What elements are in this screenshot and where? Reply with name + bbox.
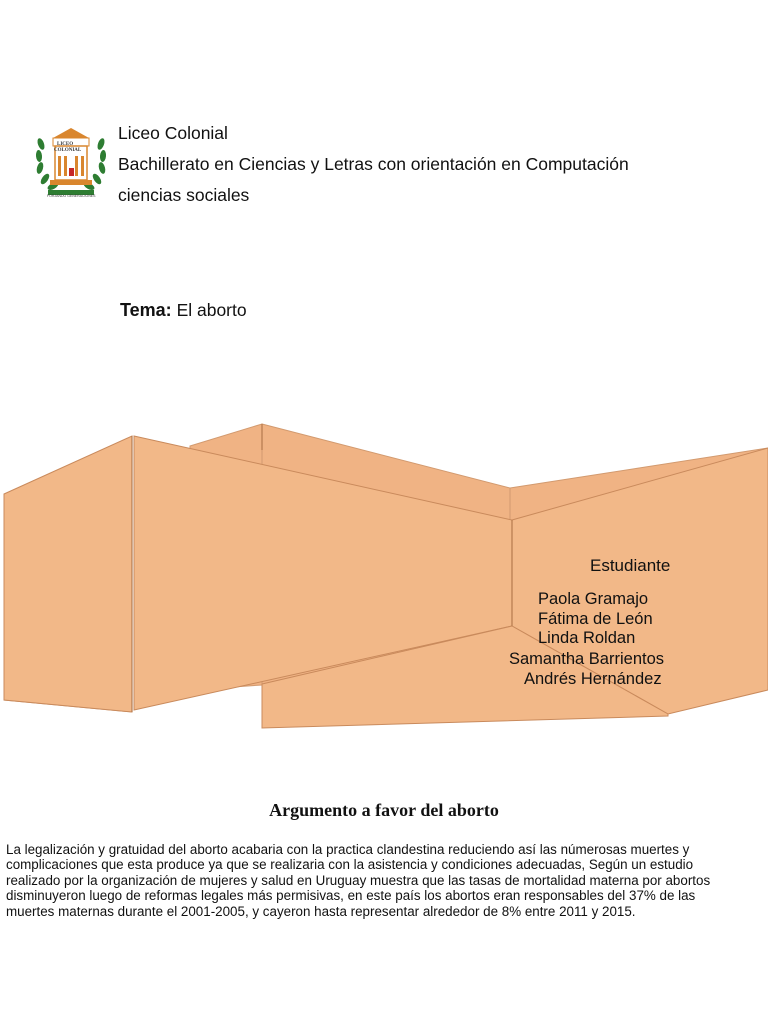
school-crest-icon [33, 124, 109, 202]
article-body: La legalización y gratuidad del aborto acabaria con la practica clandestina reduciendo así las númerosas muertes y complicaciones que esta produce ya que se realizaria con la asistencia y condiciones adecuadas, Según un estudio realizado por la organización de mujeres y salud en Uruguay muestra que las tasas de mortalidad materna por abortos disminuyeron luego de reformas legales más permisivas, en este país los abortos eran responsables del 37% de las muertes maternas durante el 2001-2005, y cayeron hasta representar alrededor de 8% entre 2011 y 2015. [6, 842, 711, 919]
article-title: Argumento a favor del aborto [269, 800, 499, 820]
header [118, 118, 629, 211]
student-name: Paola Gramajo [538, 590, 649, 608]
students-label: Estudiante [590, 556, 671, 575]
program-name: Bachillerato en Ciencias y Letras con orientación en Computación [118, 154, 629, 174]
logo-motto: FORJANDO GENERACIONES [47, 194, 96, 198]
topic-value: El aborto [176, 300, 247, 320]
student-name: Samantha Barrientos [509, 650, 665, 668]
student-name: Linda Roldan [538, 629, 636, 647]
school-name: Liceo Colonial [118, 123, 228, 143]
topic-label: Tema: [120, 300, 172, 320]
subject-name: ciencias sociales [118, 185, 250, 205]
student-name: Fátima de León [538, 610, 653, 628]
logo-name-line1: LICEO [57, 142, 74, 147]
folded-banner [0, 420, 768, 740]
topic [120, 300, 247, 321]
student-name: Andrés Hernández [524, 670, 662, 688]
logo-name-line2: COLONIAL [54, 148, 82, 153]
